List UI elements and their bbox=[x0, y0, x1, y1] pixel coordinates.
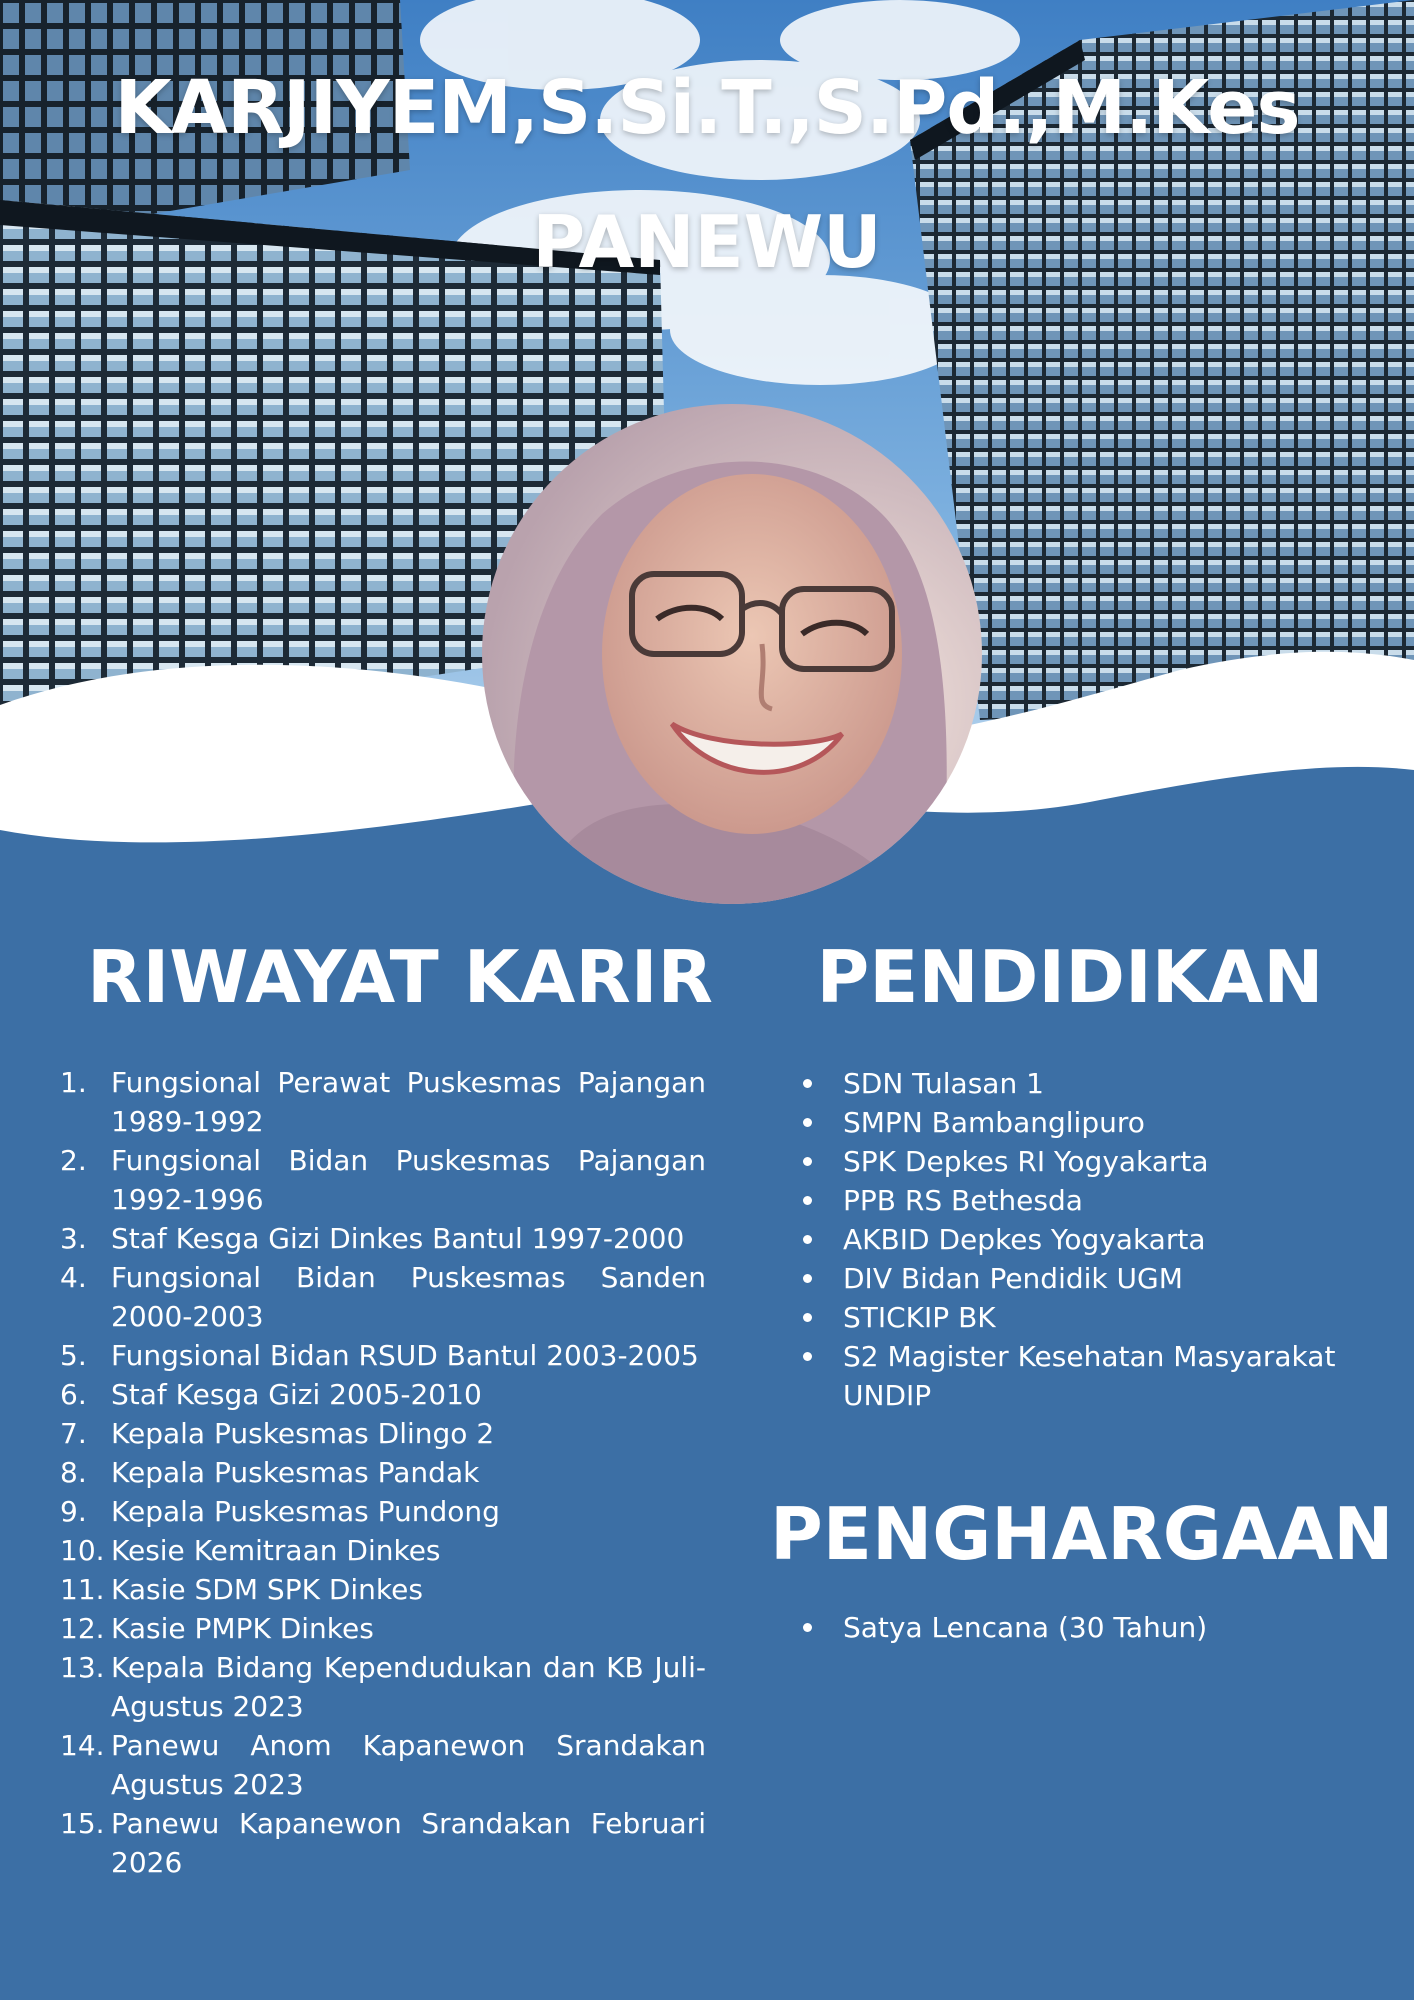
list-item: 10. Kesie Kemitraan Dinkes bbox=[60, 1534, 441, 1567]
list-item: 15. Panewu Kapanewon Srandakan Februari 2026 bbox=[60, 1807, 706, 1879]
list-item: AKBID Depkes Yogyakarta bbox=[803, 1220, 1363, 1259]
person-name: KARJIYEM,S.Si.T.,S.Pd.,M.Kes bbox=[114, 65, 1300, 151]
portrait-photo bbox=[482, 404, 982, 904]
list-item: 5. Fungsional Bidan RSUD Bantul 2003-2005 bbox=[60, 1339, 699, 1372]
awards-heading: PENGHARGAAN bbox=[770, 1492, 1394, 1576]
education-list bbox=[803, 1064, 1363, 1415]
awards-list bbox=[803, 1608, 1363, 1647]
list-item: STICKIP BK bbox=[803, 1298, 1363, 1337]
list-item: 1. Fungsional Perawat Puskesmas Pajangan 1989-1992 bbox=[60, 1066, 706, 1138]
list-item: 6. Staf Kesga Gizi 2005-2010 bbox=[60, 1378, 482, 1411]
career-heading: RIWAYAT KARIR bbox=[87, 935, 713, 1019]
list-item: 13. Kepala Bidang Kependudukan dan KB Juli-Agustus 2023 bbox=[60, 1651, 706, 1723]
list-item: SDN Tulasan 1 bbox=[803, 1064, 1363, 1103]
list-item: SPK Depkes RI Yogyakarta bbox=[803, 1142, 1363, 1181]
list-item: 7. Kepala Puskesmas Dlingo 2 bbox=[60, 1417, 495, 1450]
list-item: 8. Kepala Puskesmas Pandak bbox=[60, 1456, 480, 1489]
list-item: 4. Fungsional Bidan Puskesmas Sanden 2000-2003 bbox=[60, 1261, 706, 1333]
education-heading: PENDIDIKAN bbox=[816, 935, 1324, 1019]
list-item: SMPN Bambanglipuro bbox=[803, 1103, 1363, 1142]
list-item: 3. Staf Kesga Gizi Dinkes Bantul 1997-2000 bbox=[60, 1222, 685, 1255]
list-item: PPB RS Bethesda bbox=[803, 1181, 1363, 1220]
position-title: PANEWU bbox=[532, 200, 882, 284]
list-item: 11. Kasie SDM SPK Dinkes bbox=[60, 1573, 423, 1606]
list-item: DIV Bidan Pendidik UGM bbox=[803, 1259, 1363, 1298]
list-item: 12. Kasie PMPK Dinkes bbox=[60, 1612, 374, 1645]
list-item: 14. Panewu Anom Kapanewon Srandakan Agustus 2023 bbox=[60, 1729, 706, 1801]
list-item: S2 Magister Kesehatan Masyarakat UNDIP bbox=[803, 1337, 1363, 1415]
list-item: 2. Fungsional Bidan Puskesmas Pajangan 1992-1996 bbox=[60, 1144, 706, 1216]
list-item: 9. Kepala Puskesmas Pundong bbox=[60, 1495, 500, 1528]
career-list bbox=[60, 1063, 706, 1882]
list-item: Satya Lencana (30 Tahun) bbox=[803, 1608, 1363, 1647]
